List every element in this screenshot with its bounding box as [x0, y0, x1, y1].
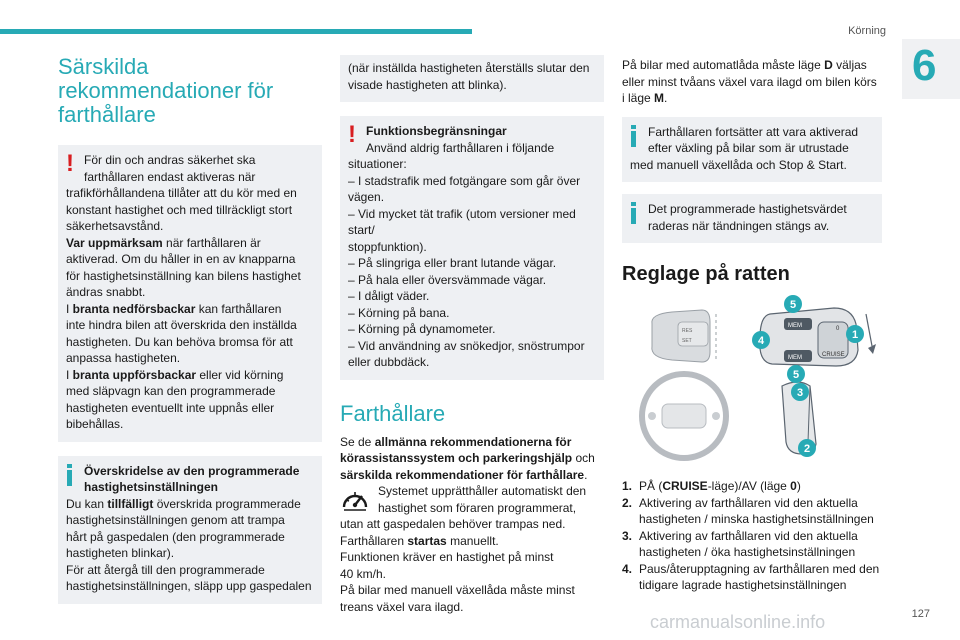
stalk-small-view [652, 310, 716, 362]
callout-1 [846, 325, 864, 343]
svg-text:3: 3 [796, 387, 804, 399]
callout-5a [784, 295, 802, 313]
steering-wheel-view [642, 374, 726, 458]
chapter-number: 6 [912, 41, 937, 90]
svg-text:4: 4 [757, 335, 765, 347]
callout-4 [752, 331, 770, 349]
warning-box-limitations: ! Funktionsbegränsningar Använd aldrig farthållaren i följande situationer: – I stadstrafik med fotgängare som går över vägen. – Vid mycket tät trafik (utom versioner med start/ stoppfunktion). – På slingriga eller brant lutande vägar. – På hala eller översvämmade vägar. – I dåligt väder. – Körning på bana. – Körning på dynamometer. – Vid användning av snökedjor, snöstrumpor eller dubbdäck. [340, 116, 604, 380]
body-paragraph: Systemet upprätthåller automatiskt den hastighet som föraren programmerat, utan att gaspedalen behöver trampas ned. Farthållaren startas manuellt. Funktionen kräver en hastighet på minst 40 km/h. På bilar med manuell växellåda måste minst treans växel vara ilagd. [340, 484, 587, 614]
warning-box-safety: ! För din och andras säkerhet ska farthållaren endast aktiveras när trafikförhållandena tillåter att du kör med en konstant hastighet och med tillräckligt stort säkerhetsavstånd. Var uppmärksam när farthållaren är aktiverad. Om du håller in en av knapparna för hastighetsinställning kan bilens hastighet ändras snabbt. I branta nedförsbackar kan farthållaren inte hindra bilen att överskrida den inställda hastigheten. Du kan behöva bromsa för att anpassa hastigheten. I branta uppförsbackar eller vid körning med släpvagn kan den programmerade hastigheten eventuellt inte uppnås eller bibehållas. [58, 145, 322, 442]
callout-2 [798, 439, 816, 457]
chapter-tab [902, 39, 960, 99]
info-box-stop-start: Farthållaren fortsätter att vara aktiverad efter växling på bilar som är utrustade med manuell växellåda och Stop & Start. [622, 117, 882, 183]
svg-text:MEM: MEM [788, 355, 802, 361]
column-1 [58, 55, 322, 604]
svg-text:5: 5 [789, 299, 797, 311]
info-icon [630, 202, 636, 224]
svg-text:CRUISE: CRUISE [822, 352, 845, 358]
list-item: 3. Aktivering av farthållaren vid den aktuella hastigheten / öka hastighetsinställningen [622, 528, 858, 559]
intro-paragraph: Se de allmänna rekommendationerna för körassistanssystem och parkeringshjälp och särskilda rekommendationer för farthållare. [340, 434, 595, 482]
column-3 [622, 55, 882, 594]
info-box-continued: (när inställda hastigheten återställs slutar den visade hastigheten att blinka). [340, 55, 604, 102]
steering-controls-illustration [622, 294, 882, 464]
info-icon [630, 125, 636, 147]
heading-special-recommendations: Särskilda rekommendationer för farthållare [58, 54, 274, 127]
svg-text:RES: RES [682, 328, 693, 334]
svg-text:2: 2 [803, 443, 811, 455]
callout-3 [791, 383, 809, 401]
svg-text:0: 0 [836, 326, 840, 332]
warning-icon: ! [66, 150, 74, 177]
warning-icon: ! [348, 121, 356, 148]
column-2 [340, 55, 604, 615]
callout-5b [787, 365, 805, 383]
header-accent-bar [0, 29, 472, 34]
section-title: Körning [848, 25, 886, 37]
controls-list [622, 478, 882, 594]
list-item: 4. Paus/återupptagning av farthållaren med den tidigare lagrade hastighetsinställningen [622, 561, 880, 592]
list-item: 2. Aktivering av farthållaren vid den aktuella hastigheten / minska hastighetsinställningen [622, 495, 874, 526]
list-item: 1. PÅ (CRUISE-läge)/AV (läge 0) [622, 479, 801, 493]
info-box-ignition: Det programmerade hastighetsvärdet raderas när tändningen stängs av. [622, 194, 882, 243]
speedometer-icon [340, 485, 370, 513]
info-box-override: Överskridelse av den programmerade hastighetsinställningen Du kan tillfälligt överskrida programmerade hastighetsinställningen genom att trampa hårt på gaspedalen (den programmerade hastigheten blinkar). För att återgå till den programmerade hastighetsinställningen, släpp upp gaspedalen [58, 456, 322, 604]
heading-cruise-control: Farthållare [340, 400, 446, 426]
info-icon [66, 464, 72, 486]
heading-steering-controls: Reglage på ratten [622, 263, 790, 285]
automatic-gearbox-paragraph: På bilar med automatlåda måste läge D väljas eller minst tvåans växel vara ilagd om bilen körs i läge M. [622, 58, 877, 105]
page-number: 127 [911, 608, 930, 620]
svg-text:5: 5 [792, 369, 800, 381]
svg-text:1: 1 [851, 329, 859, 341]
watermark: carmanualsonline.info [650, 612, 826, 632]
svg-text:MEM: MEM [788, 323, 802, 329]
svg-text:SET: SET [682, 338, 692, 344]
